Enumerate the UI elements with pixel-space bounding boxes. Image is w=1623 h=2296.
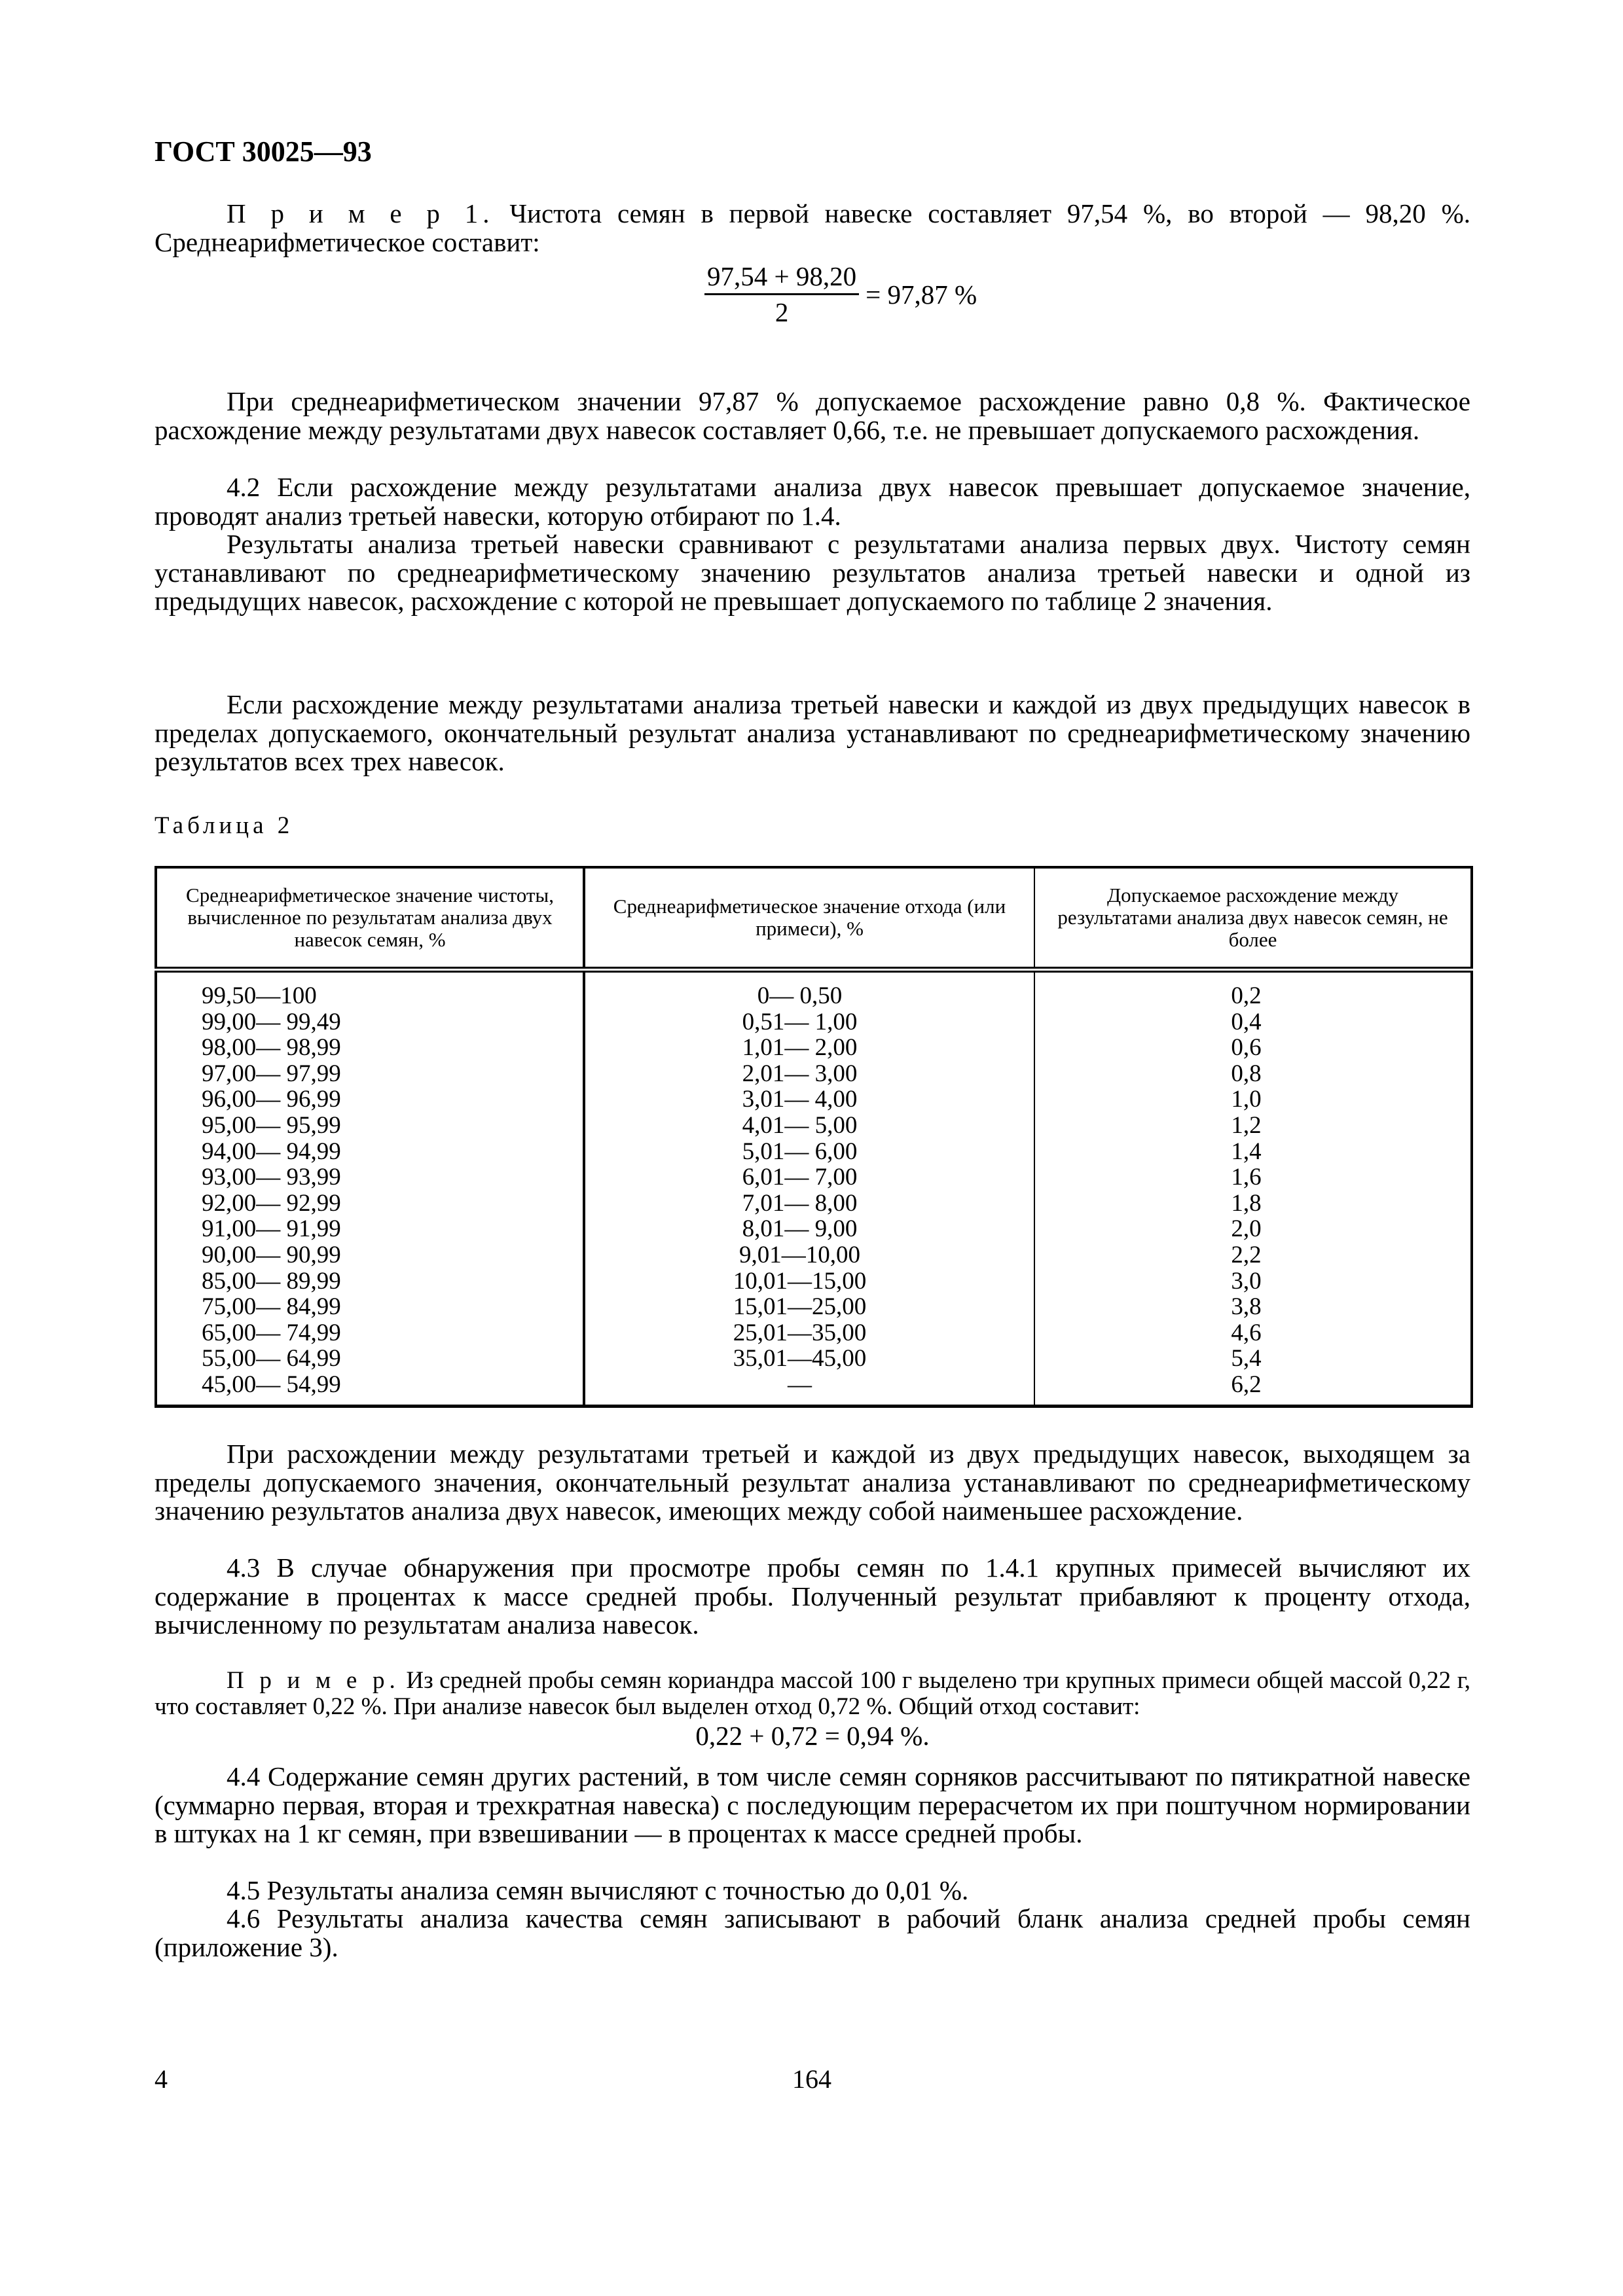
paragraph-smallest-discrepancy: При расхождении между результатами третьей и каждой из двух предыдущих навесок, выходящем за пределы допускаемого значения, окончательный результат анализа устанавливают по среднеарифметическому значению результатов анализа двух навесок, имеющих между собой наименьшее расхождение. bbox=[155, 1439, 1470, 1526]
paragraph-4-2: 4.2 Если расхождение между результатами анализа двух навесок превышает допускаемое значение, проводят анализ третьей навески, которую отбирают по 1.4. bbox=[155, 472, 1470, 531]
example-2-paragraph bbox=[155, 1668, 1470, 1720]
fraction-result: = 97,87 % bbox=[866, 279, 977, 310]
fraction-denominator: 2 bbox=[775, 297, 789, 327]
column-purity-values bbox=[156, 970, 584, 1407]
purity-range-cell: 94,00— 94,99 bbox=[202, 1138, 341, 1165]
purity-range-cell: 99,00— 99,49 bbox=[202, 1008, 341, 1035]
page-number: 4 bbox=[155, 2064, 168, 2094]
tolerance-cell: 1,0 bbox=[1231, 1086, 1262, 1113]
column-waste-values bbox=[584, 970, 1034, 1407]
tolerance-cell: 2,0 bbox=[1231, 1215, 1262, 1243]
tolerance-cell: 4,6 bbox=[1231, 1319, 1262, 1346]
tolerance-cell: 1,6 bbox=[1231, 1164, 1262, 1191]
purity-range-cell: 97,00— 97,99 bbox=[202, 1060, 341, 1087]
table-body bbox=[156, 970, 1472, 1407]
tolerance-cell: 6,2 bbox=[1231, 1371, 1262, 1398]
waste-range-cell: 0,51— 1,00 bbox=[742, 1008, 858, 1035]
column-header-purity: Среднеарифметическое значение чистоты, вычисленное по результатам анализа двух навесок семян, % bbox=[156, 867, 584, 970]
waste-range-cell: 1,01— 2,00 bbox=[742, 1034, 858, 1062]
waste-range-cell: 8,01— 9,00 bbox=[742, 1215, 858, 1243]
waste-sum-formula: 0,22 + 0,72 = 0,94 %. bbox=[695, 1721, 930, 1751]
example-2-label: П р и м е р. bbox=[227, 1667, 400, 1694]
tolerance-cell: 2,2 bbox=[1231, 1241, 1262, 1268]
sheet-number: 164 bbox=[792, 2064, 831, 2094]
column-tolerance-values bbox=[1034, 970, 1472, 1407]
purity-range-cell: 55,00— 64,99 bbox=[202, 1345, 341, 1372]
purity-range-cell: 75,00— 84,99 bbox=[202, 1293, 341, 1321]
waste-range-cell: — bbox=[788, 1371, 812, 1398]
tolerance-cell: 5,4 bbox=[1231, 1345, 1262, 1372]
table-header-row bbox=[156, 867, 1472, 970]
tolerance-table bbox=[155, 866, 1473, 1408]
fraction bbox=[704, 262, 859, 327]
purity-range-cell: 99,50—100 bbox=[202, 982, 317, 1009]
tolerance-cell: 1,4 bbox=[1231, 1138, 1262, 1165]
tolerance-cell: 3,0 bbox=[1231, 1267, 1262, 1295]
tolerance-cell: 1,8 bbox=[1231, 1189, 1262, 1217]
purity-range-cell: 90,00— 90,99 bbox=[202, 1241, 341, 1268]
purity-range-cell: 98,00— 98,99 bbox=[202, 1034, 341, 1062]
paragraph-all-three-samples: Если расхождение между результатами анализа третьей навески и каждой из двух предыдущих навесок в пределах допускаемого, окончательный результат анализа устанавливают по среднеарифметическому значению результатов всех трех навесок. bbox=[155, 689, 1470, 776]
purity-range-cell: 96,00— 96,99 bbox=[202, 1086, 341, 1113]
table-caption: Таблица 2 bbox=[155, 812, 294, 839]
waste-range-cell: 9,01—10,00 bbox=[739, 1241, 860, 1268]
example-1-label: П р и м е р 1. bbox=[227, 198, 494, 228]
standard-code-heading: ГОСТ 30025—93 bbox=[155, 135, 372, 168]
purity-range-cell: 45,00— 54,99 bbox=[202, 1371, 341, 1398]
tolerance-cell: 0,4 bbox=[1231, 1008, 1262, 1035]
waste-range-cell: 0— 0,50 bbox=[757, 982, 843, 1009]
column-header-waste: Среднеарифметическое значение отхода (или примеси), % bbox=[584, 867, 1034, 970]
example-1-paragraph bbox=[155, 200, 1470, 257]
purity-range-cell: 93,00— 93,99 bbox=[202, 1164, 341, 1191]
paragraph-4-4: 4.4 Содержание семян других растений, в том числе семян сорняков рассчитывают по пятикратной навеске (суммарно первая, вторая и трехкратная навеска) с последующим перерасчетом их при поштучном нормировании в штуках на 1 кг семян, при взвешивании — в процентах к массе средней пробы. bbox=[155, 1761, 1470, 1848]
example-2-text: Из средней пробы семян кориандра массой 100 г выделено три крупных примеси общей массой 0,22 г, что составляет 0,22 %. При анализе навесок был выделен отход 0,72 %. Общий отход составит: bbox=[155, 1667, 1470, 1720]
waste-range-cell: 15,01—25,00 bbox=[733, 1293, 867, 1321]
tolerance-cell: 1,2 bbox=[1231, 1111, 1262, 1139]
paragraph-4-3: 4.3 В случае обнаружения при просмотре пробы семян по 1.4.1 крупных примесей вычисляют их содержание в процентах к массе средней пробы. Полученный результат прибавляют к проценту отхода, вычисленному по результатам анализа навесок. bbox=[155, 1552, 1470, 1640]
purity-range-cell: 95,00— 95,99 bbox=[202, 1111, 341, 1139]
paragraph-4-6: 4.6 Результаты анализа качества семян записывают в рабочий бланк анализа средней пробы семян (приложение 3). bbox=[155, 1903, 1470, 1962]
waste-range-cell: 35,01—45,00 bbox=[733, 1345, 867, 1372]
tolerance-cell: 0,2 bbox=[1231, 982, 1262, 1009]
waste-range-cell: 7,01— 8,00 bbox=[742, 1189, 858, 1217]
column-header-tolerance: Допускаемое расхождение между результатами анализа двух навесок семян, не более bbox=[1034, 867, 1472, 970]
purity-range-cell: 65,00— 74,99 bbox=[202, 1319, 341, 1346]
waste-range-cell: 5,01— 6,00 bbox=[742, 1138, 858, 1165]
fraction-numerator: 97,54 + 98,20 bbox=[704, 262, 859, 295]
waste-range-cell: 10,01—15,00 bbox=[733, 1267, 867, 1295]
tolerance-cell: 0,6 bbox=[1231, 1034, 1262, 1062]
mean-formula bbox=[704, 262, 977, 327]
tolerance-cell: 3,8 bbox=[1231, 1293, 1262, 1321]
waste-range-cell: 4,01— 5,00 bbox=[742, 1111, 858, 1139]
waste-range-cell: 25,01—35,00 bbox=[733, 1319, 867, 1346]
paragraph-third-sample: Результаты анализа третьей навески сравнивают с результатами анализа первых двух. Чистоту семян устанавливают по среднеарифметическому значению результатов анализа третьей навески и одной из предыдущих навесок, расхождение с которой не превышает допускаемого по таблице 2 значения. bbox=[155, 529, 1470, 616]
paragraph-discrepancy-example: При среднеарифметическом значении 97,87 % допускаемое расхождение равно 0,8 %. Фактическое расхождение между результатами двух навесок составляет 0,66, т.е. не превышает допускаемого расхождения. bbox=[155, 386, 1470, 445]
tolerance-cell: 0,8 bbox=[1231, 1060, 1262, 1087]
purity-range-cell: 85,00— 89,99 bbox=[202, 1267, 341, 1295]
waste-range-cell: 3,01— 4,00 bbox=[742, 1086, 858, 1113]
purity-range-cell: 92,00— 92,99 bbox=[202, 1189, 341, 1217]
waste-range-cell: 2,01— 3,00 bbox=[742, 1060, 858, 1087]
paragraph-4-5: 4.5 Результаты анализа семян вычисляют с точностью до 0,01 %. bbox=[227, 1875, 969, 1905]
example-1-text: Чистота семян в первой навеске составляет 97,54 %, во второй — 98,20 %. Среднеарифметическое составит: bbox=[155, 198, 1471, 257]
purity-range-cell: 91,00— 91,99 bbox=[202, 1215, 341, 1243]
waste-range-cell: 6,01— 7,00 bbox=[742, 1164, 858, 1191]
